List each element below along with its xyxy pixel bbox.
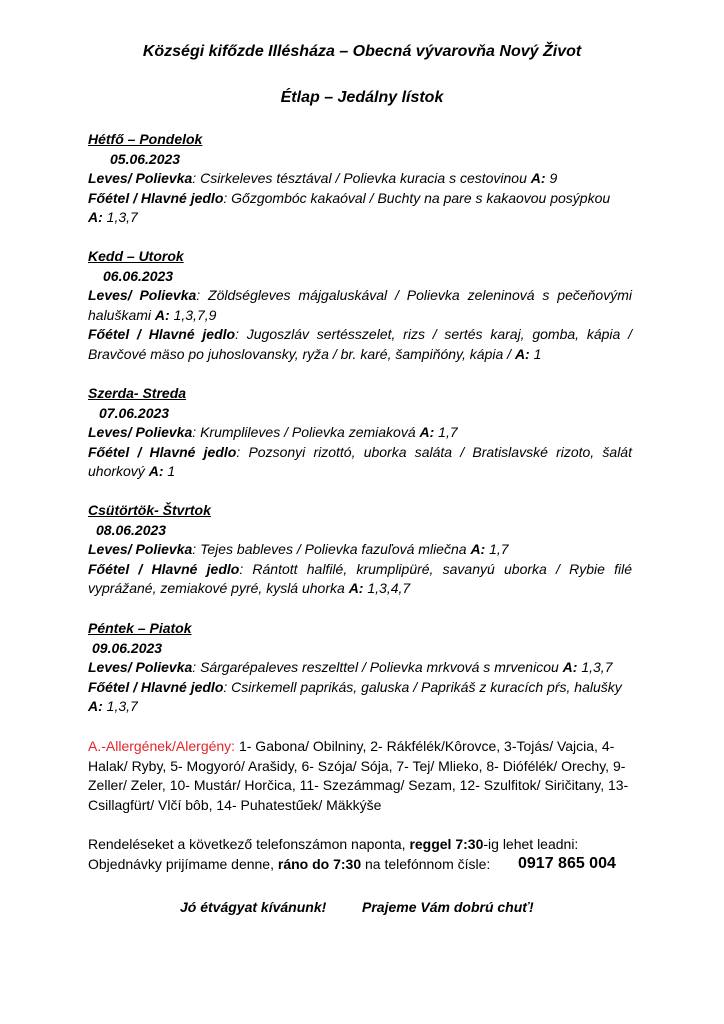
main-text: Rántott halfilé, krumplipüré, savanyú uborka / Rybie filé vyprážané, zemiakové pyré, kyslá uhorka (88, 560, 632, 596)
allergen-legend-text: 1- Gabona/ Obilniny, 2- Rákfélék/Kôrovce, 3-Tojás/ Vajcia, 4- Halak/ Ryby, 5- Mogyoró/ Arašidy, 6- Szója/ Sója, 7- Tej/ Mlieko, 8- Diófélék/ Orechy, 9- Zeller/ Zeler, 10- Mustár/ Horčica, 11- Szezámmag/ Sezam, 12- Szulfitok/ Siričitany, 13- Csillagfürt/ Vlčí bôb, 14- Puhatestűek/ Mäkkýše (88, 738, 629, 813)
soup-allergens: 9 (545, 170, 558, 186)
main-line: Főétel / Hlavné jedlo: Pozsonyi rizottó, uborka saláta / Bratislavské rizoto, šalát uhorkový A: 1 (88, 443, 632, 479)
order-sk-prefix: Objednávky prijímame denne, (88, 855, 278, 872)
main-line: Főétel / Hlavné jedlo: Gőzgombóc kakaóval / Buchty na pare s kakaovou posýpkou A: 1,3,7 (88, 189, 611, 225)
allergen-label: A: (562, 659, 578, 675)
day-block-tuesday (88, 247, 632, 364)
main-line: Főétel / Hlavné jedlo: Rántott halfilé, krumplipüré, savanyú uborka / Rybie filé vyprážané, zemiakové pyré, kyslá uhorka A: 1,3,4,7 (88, 560, 632, 596)
day-block-wednesday (88, 384, 632, 482)
day-block-thursday (88, 501, 632, 599)
main-allergens: 1,3,7 (102, 209, 138, 225)
main-label: Főétel / Hlavné jedlo (88, 189, 224, 206)
allergen-label: A: (419, 424, 435, 440)
main-label: Főétel / Hlavné jedlo (88, 678, 224, 695)
soup-line: Leves/ Polievka: Krumplileves / Polievka zemiaková A: 1,7 (88, 424, 458, 440)
main-allergens: 1,3,4,7 (363, 580, 411, 596)
day-name: Kedd – Utorok (88, 248, 184, 264)
soup-allergens: 1,7 (485, 541, 509, 557)
order-sk-suffix: na telefónnom čísle: (361, 855, 491, 872)
soup-allergens: 1,3,7,9 (169, 306, 217, 323)
main-label: Főétel / Hlavné jedlo (88, 443, 237, 460)
day-name: Péntek – Piatok (88, 620, 192, 636)
allergen-label: A: (470, 541, 486, 557)
soup-allergens: 1,7 (434, 424, 458, 440)
order-sk-time: ráno do 7:30 (277, 855, 362, 872)
soup-text: Sárgarépaleves reszelttel / Polievka mrkvová s mrvenicou (196, 659, 563, 675)
main-text: Pozsonyi rizottó, uborka saláta / Bratislavské rizoto, šalát uhorkový (88, 443, 632, 479)
day-name: Csütörtök- Štvrtok (88, 502, 211, 518)
footer-sk: Prajeme Vám dobrú chuť! (362, 899, 534, 915)
main-text: Gőzgombóc kakaóval / Buchty na pare s kakaovou posýpkou (227, 189, 611, 206)
main-allergens: 1 (529, 345, 542, 362)
soup-text: Zöldségleves májgaluskával / Polievka zeleninová s pečeňovými haluškami (88, 287, 632, 323)
allergen-label: A: (88, 698, 103, 714)
page-subtitle: Étlap – Jedálny lístok (280, 89, 444, 106)
page-title: Községi kifőzde Illésháza – Obecná vývarovňa Nový Život (142, 43, 582, 60)
soup-label: Leves/ Polievka (88, 170, 193, 186)
order-info (88, 835, 648, 874)
allergen-label: A: (148, 463, 164, 479)
allergen-label: A: (348, 580, 364, 596)
soup-line: Leves/ Polievka: Csirkeleves tésztával / Polievka kuracia s cestovinou A: 9 (88, 170, 558, 186)
allergen-legend-label: A.-Allergének/Alergény: (88, 738, 236, 754)
main-line: Főétel / Hlavné jedlo: Csirkemell paprikás, galuska / Paprikáš z kuracích pŕs, halušky A: 1,3,7 (88, 678, 622, 714)
main-text: Jugoszláv sertésszelet, rizs / sertés karaj, gomba, kápia / Bravčové mäso po juhoslovansky, ryža / br. karé, šampiňóny, kápia / (88, 326, 632, 362)
day-date: 05.06.2023 (110, 150, 181, 167)
soup-line: Leves/ Polievka: Sárgarépaleves reszelttel / Polievka mrkvová s mrvenicou A: 1,3,7 (88, 659, 613, 675)
soup-label: Leves/ Polievka (88, 659, 193, 675)
main-line: Főétel / Hlavné jedlo: Jugoszláv sertésszelet, rizs / sertés karaj, gomba, kápia / Bravčové mäso po juhoslovansky, ryža / br. karé, šampiňóny, kápia / A: 1 (88, 326, 632, 362)
order-hu-time: reggel 7:30 (409, 836, 484, 852)
main-label: Főétel / Hlavné jedlo (88, 326, 236, 342)
order-line-hu (88, 835, 648, 855)
allergen-legend (88, 737, 632, 815)
soup-label: Leves/ Polievka (88, 424, 193, 440)
soup-line: Leves/ Polievka: Tejes bableves / Polievka fazuľová mliečna A: 1,7 (88, 541, 509, 557)
day-date: 06.06.2023 (103, 267, 174, 284)
soup-label: Leves/ Polievka (88, 287, 197, 303)
main-allergens: 1 (163, 463, 176, 479)
main-text: Csirkemell paprikás, galuska / Paprikáš z kuracích pŕs, halušky (227, 678, 622, 695)
soup-text: Csirkeleves tésztával / Polievka kuracia s cestovinou (196, 170, 531, 186)
main-allergens: 1,3,7 (102, 698, 138, 714)
order-hu-suffix: -ig lehet leadni: (483, 836, 579, 852)
soup-label: Leves/ Polievka (88, 541, 193, 557)
soup-text: Tejes bableves / Polievka fazuľová mliečna (196, 541, 471, 557)
day-date: 07.06.2023 (99, 404, 170, 421)
order-hu-prefix: Rendeléseket a következő telefonszámon naponta, (88, 836, 410, 852)
day-date: 09.06.2023 (92, 639, 163, 656)
soup-text: Krumplileves / Polievka zemiaková (196, 424, 420, 440)
soup-allergens: 1,3,7 (577, 659, 613, 675)
allergen-label: A: (530, 170, 546, 186)
soup-line: Leves/ Polievka: Zöldségleves májgaluskával / Polievka zeleninová s pečeňovými haluškami A: 1,3,7,9 (88, 287, 632, 323)
main-label: Főétel / Hlavné jedlo (88, 560, 240, 577)
phone-number: 0917 865 004 (518, 855, 616, 872)
day-block-monday (88, 130, 632, 228)
day-name: Szerda- Streda (88, 385, 187, 401)
day-date: 08.06.2023 (96, 521, 167, 538)
day-block-friday (88, 619, 632, 717)
allergen-label: A: (514, 345, 530, 362)
footer-hu: Jó étvágyat kívánunk! (180, 899, 327, 915)
day-name: Hétfő – Pondelok (88, 131, 203, 147)
allergen-label: A: (154, 306, 170, 323)
allergen-label: A: (88, 209, 103, 225)
